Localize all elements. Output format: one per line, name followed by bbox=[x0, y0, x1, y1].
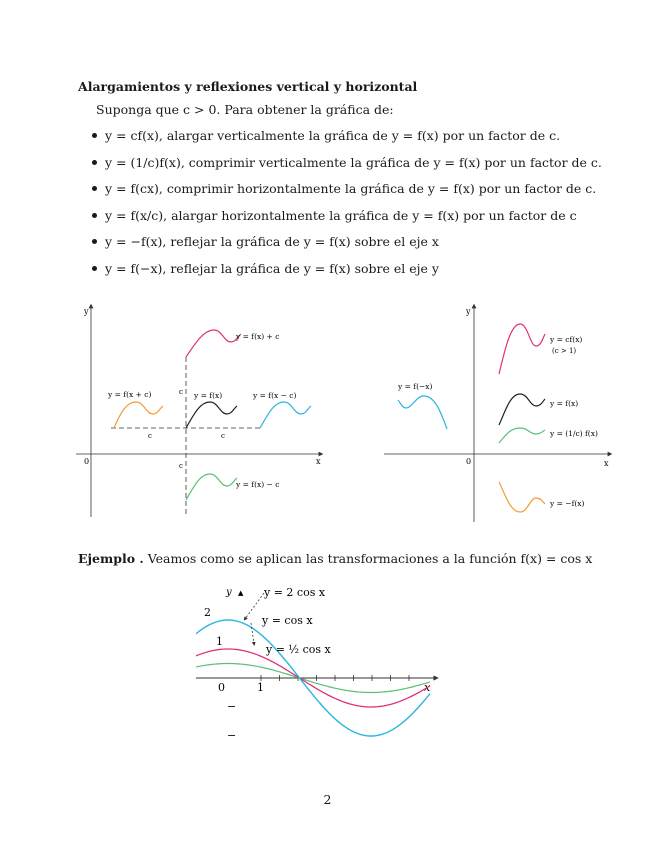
label-compress: y = (1/c) f(x) bbox=[550, 429, 598, 438]
y-tick-2: 2 bbox=[204, 606, 211, 619]
curve-base bbox=[499, 394, 545, 425]
list-item: y = f(x/c), alargar horizontalmente la gráfica de y = f(x) por un factor de c bbox=[92, 208, 602, 235]
y-tick-neg2: − bbox=[227, 729, 237, 742]
example-text bbox=[78, 551, 592, 566]
bullet-icon bbox=[92, 186, 97, 191]
label-half-cos: y = ½ cos x bbox=[266, 643, 331, 656]
label-reflect-x: y = −f(x) bbox=[550, 499, 585, 508]
curve-compress bbox=[499, 428, 545, 443]
example-body: Veamos como se aplican las transformaciones a la función f(x) = cos x bbox=[147, 551, 593, 566]
example-label: Ejemplo . bbox=[78, 551, 144, 566]
bullet-icon bbox=[92, 160, 97, 165]
stretch-reflect-figure bbox=[384, 302, 614, 524]
curve-shift-right bbox=[260, 402, 311, 428]
label-c-top: c bbox=[179, 388, 183, 396]
curve-stretch bbox=[499, 324, 545, 374]
section-heading: Alargamientos y reflexiones vertical y horizontal bbox=[78, 79, 418, 94]
curve-shift-left bbox=[114, 402, 163, 428]
label-shift-left: y = f(x + c) bbox=[108, 390, 152, 399]
page-number: 2 bbox=[323, 792, 332, 807]
list-item: y = −f(x), reflejar la gráfica de y = f(x) sobre el eje x bbox=[92, 234, 602, 261]
label-c-right: c bbox=[221, 432, 225, 440]
cosine-figure bbox=[196, 575, 446, 750]
curve-base bbox=[186, 402, 237, 428]
x-axis-label: x bbox=[604, 459, 609, 468]
label-c-left: c bbox=[148, 432, 152, 440]
label-c-bottom: c bbox=[179, 462, 183, 470]
origin-label: 0 bbox=[84, 457, 90, 466]
y-tick-1: 1 bbox=[216, 635, 223, 648]
origin-label: 0 bbox=[218, 681, 225, 694]
intro-text: Suponga que c > 0. Para obtener la gráfica de: bbox=[96, 102, 394, 117]
curve-shift-up bbox=[186, 330, 241, 357]
label-reflect-y: y = f(−x) bbox=[398, 382, 433, 391]
bullet-icon bbox=[92, 239, 97, 244]
label-base: y = f(x) bbox=[194, 391, 223, 400]
bullet-icon bbox=[92, 266, 97, 271]
curve-reflect-y bbox=[398, 396, 447, 429]
x-axis-label: x bbox=[424, 681, 431, 694]
y-axis-arrow-icon: ▲ bbox=[238, 589, 244, 597]
label-shift-right: y = f(x − c) bbox=[253, 391, 297, 400]
label-stretch-cond: (c > 1) bbox=[552, 347, 577, 355]
x-tick-1: 1 bbox=[257, 681, 264, 694]
list-item: y = f(cx), comprimir horizontalmente la gráfica de y = f(x) por un factor de c. bbox=[92, 181, 602, 208]
curve-shift-down bbox=[186, 474, 237, 500]
label-two-cos: y = 2 cos x bbox=[264, 586, 326, 599]
y-axis-label: y bbox=[226, 587, 232, 598]
bullet-icon bbox=[92, 133, 97, 138]
label-shift-up: y = f(x) + c bbox=[236, 332, 280, 341]
label-shift-down: y = f(x) − c bbox=[236, 480, 280, 489]
y-axis-label: y bbox=[466, 307, 471, 316]
x-axis-label: x bbox=[316, 457, 321, 466]
label-stretch: y = cf(x) bbox=[550, 335, 583, 344]
y-axis-label: y bbox=[84, 307, 89, 316]
bullet-icon bbox=[92, 213, 97, 218]
transformations-list bbox=[92, 128, 602, 287]
list-item: y = cf(x), alargar verticalmente la gráfica de y = f(x) por un factor de c. bbox=[92, 128, 602, 155]
pointer-cos bbox=[251, 623, 254, 644]
shift-figure bbox=[76, 302, 326, 524]
list-item: y = f(−x), reflejar la gráfica de y = f(x) sobre el eje y bbox=[92, 261, 602, 288]
y-tick-neg1: − bbox=[227, 700, 237, 713]
origin-label: 0 bbox=[466, 457, 472, 466]
curve-reflect-x bbox=[499, 482, 545, 512]
list-item: y = (1/c)f(x), comprimir verticalmente la gráfica de y = f(x) por un factor de c. bbox=[92, 155, 602, 182]
label-cos: y = cos x bbox=[262, 614, 313, 627]
label-base: y = f(x) bbox=[550, 399, 579, 408]
